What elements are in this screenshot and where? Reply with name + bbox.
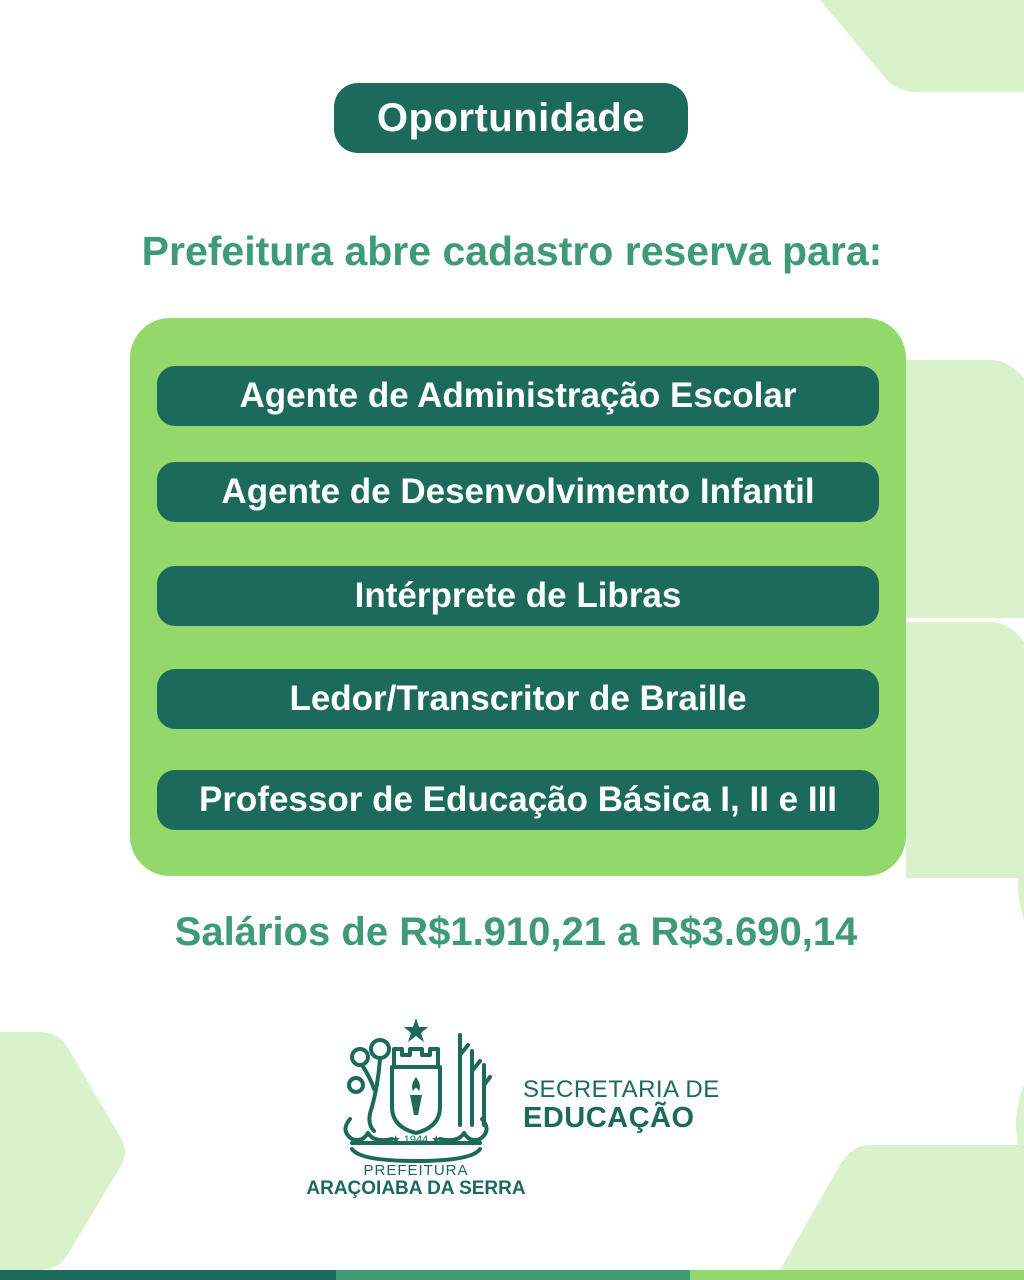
secretaria-label: SECRETARIA DE [523,1076,720,1103]
municipal-crest-icon [300,1015,532,1165]
position-item [157,462,879,522]
position-label: Ledor/Transcritor de Braille [289,679,747,718]
position-label: Agente de Desenvolvimento Infantil [221,472,815,511]
positions-card [130,318,906,876]
hexagon-bottom-left-shape [0,1032,126,1270]
headline: Prefeitura abre cadastro reserva para: [141,228,883,274]
position-item [157,770,879,830]
hexagon-right-bottom-edge-shape [1008,1085,1024,1165]
crest-year: ★ 1944 ★ [390,1134,442,1146]
position-item [157,669,879,729]
opportunity-badge [334,83,688,153]
position-label: Professor de Educação Básica I, II e III [198,780,838,819]
prefeitura-label: PREFEITURA [363,1162,469,1179]
footer-stripe-dark [0,1270,336,1280]
hexagon-bottom-right-shape [780,1145,1024,1270]
opportunity-badge-label: Oportunidade [376,95,646,140]
salary-range: Salários de R$1.910,21 a R$3.690,14 [174,910,858,954]
position-item [157,566,879,626]
footer-stripe-mid [336,1270,690,1280]
hexagon-top-right-shape [820,0,1024,95]
position-item [157,366,879,426]
footer-stripe-light [690,1270,1024,1280]
prefeitura-name: ARAÇOIABA DA SERRA [306,1178,526,1199]
position-label: Intérprete de Libras [354,576,682,615]
hexagon-right-upper-shape [906,360,1024,618]
position-label: Agente de Administração Escolar [239,376,797,415]
secretaria-name: EDUCAÇÃO [523,1102,695,1134]
